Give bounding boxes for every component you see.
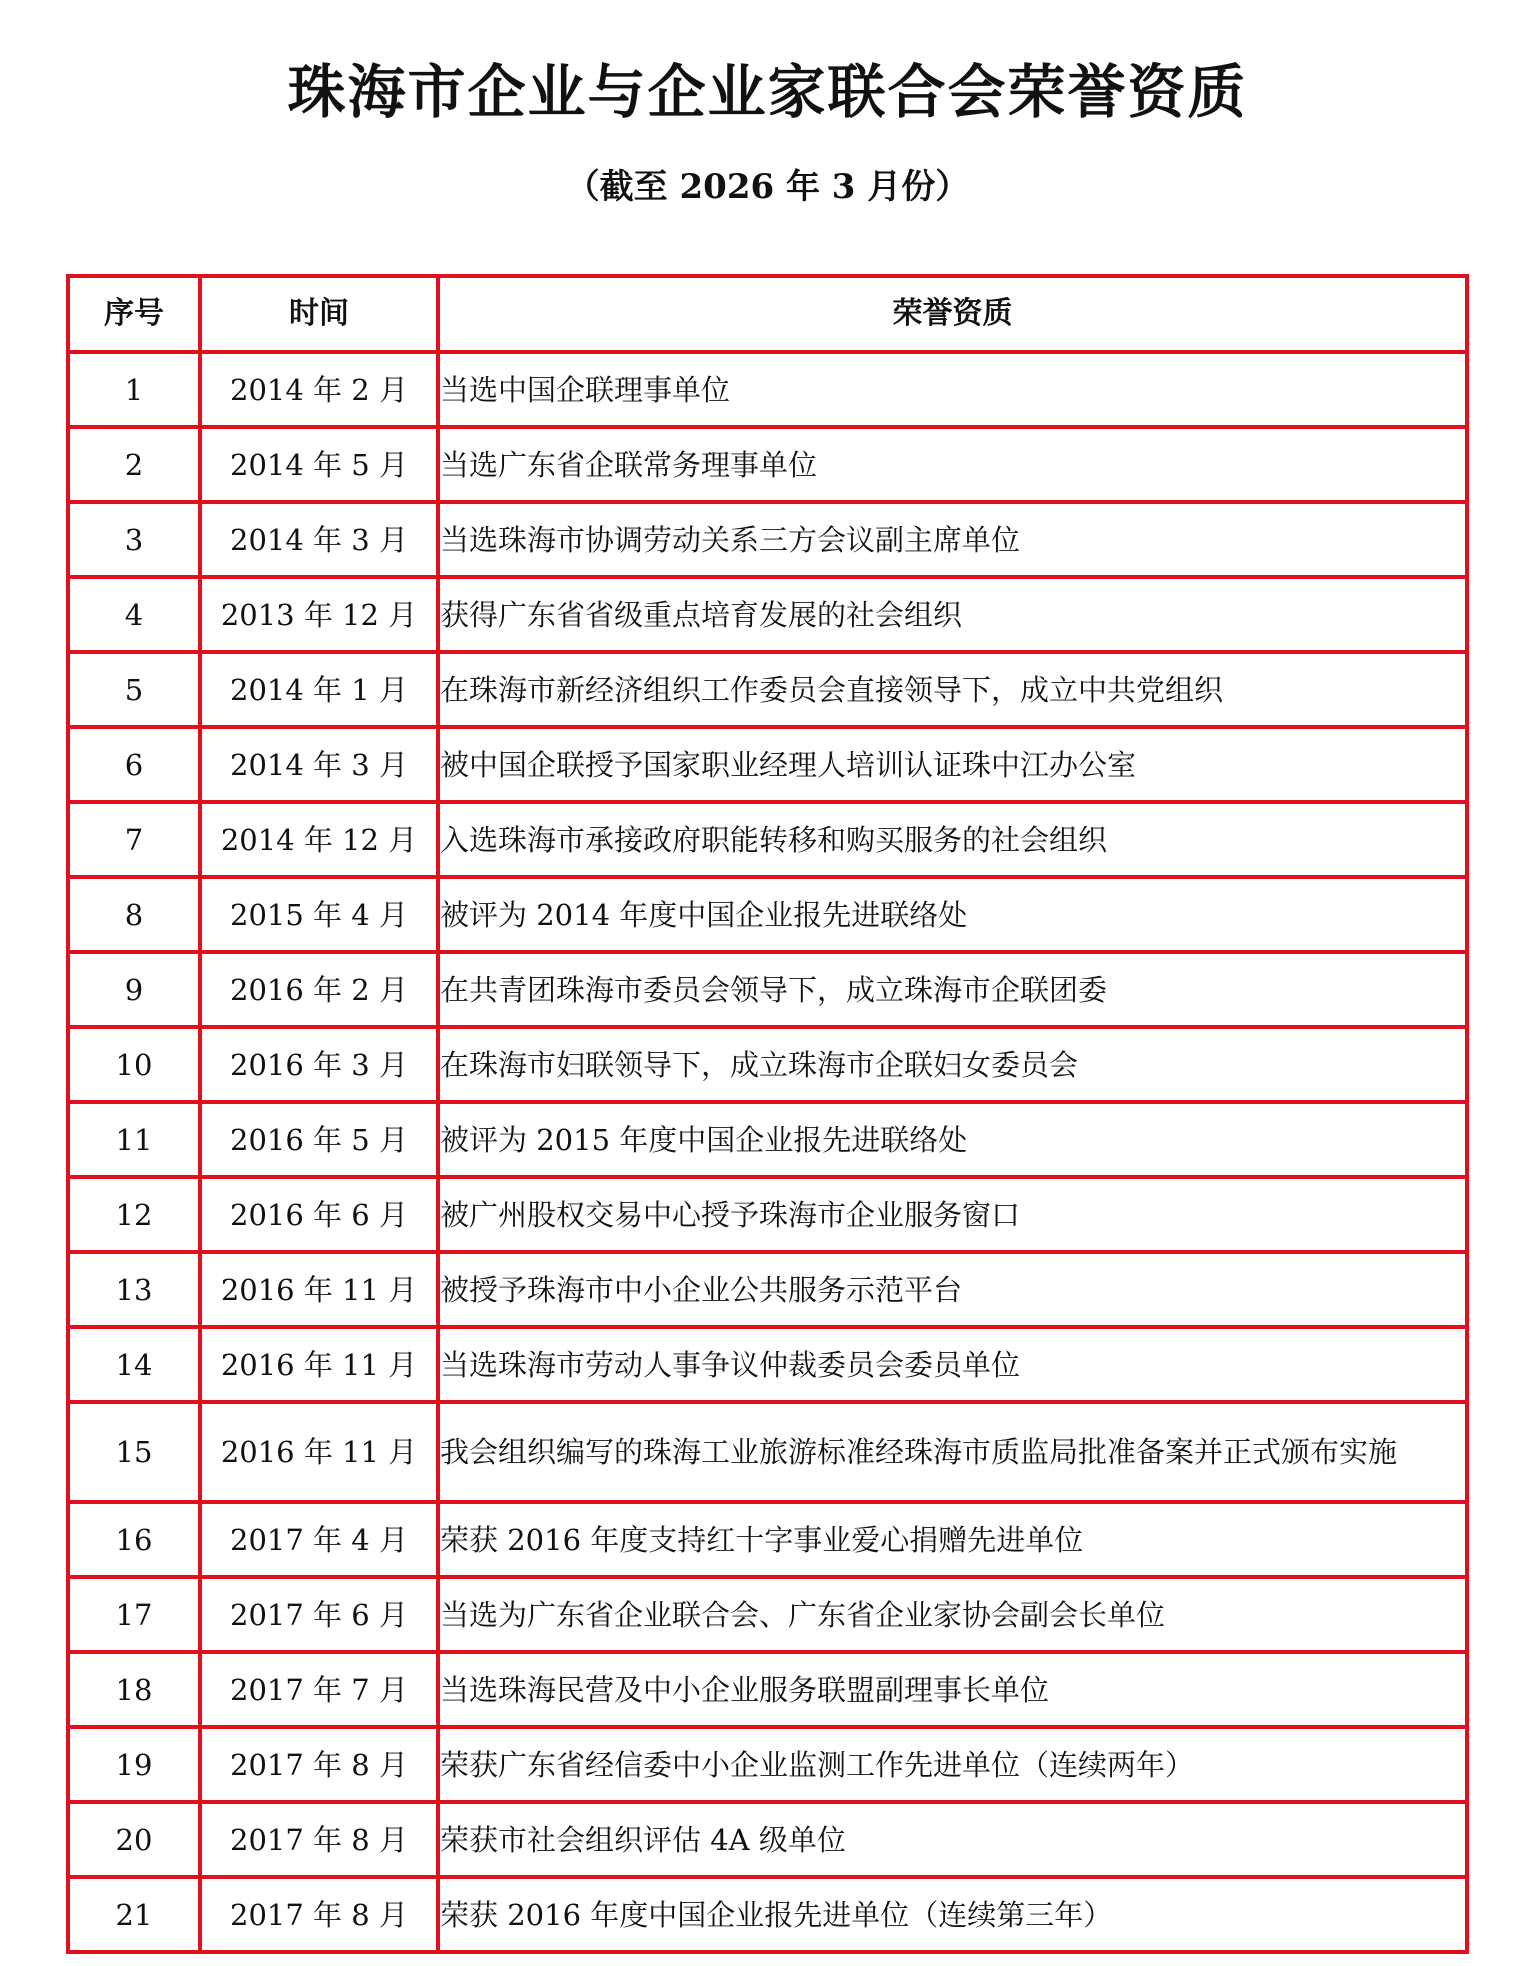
table-row: [70, 1254, 1465, 1329]
row-honor: 荣获 2016 年度中国企业报先进单位（连续第三年）: [440, 1879, 1465, 1954]
row-date: 2016 年 6 月: [202, 1179, 440, 1254]
table-row: [70, 504, 1465, 579]
row-number: 6: [70, 729, 202, 804]
table-row: [70, 1729, 1465, 1804]
row-number: 18: [70, 1654, 202, 1729]
table-row: [70, 1404, 1465, 1504]
row-number: 8: [70, 879, 202, 954]
row-number: 3: [70, 504, 202, 579]
row-number: 12: [70, 1179, 202, 1254]
table-row: [70, 1879, 1465, 1954]
row-date: 2014 年 3 月: [202, 504, 440, 579]
header-honor: 荣誉资质: [440, 278, 1465, 354]
table-row: [70, 1029, 1465, 1104]
row-date: 2017 年 6 月: [202, 1579, 440, 1654]
row-date: 2016 年 11 月: [202, 1404, 440, 1504]
row-honor: 当选为广东省企业联合会、广东省企业家协会副会长单位: [440, 1579, 1465, 1654]
table-row: [70, 654, 1465, 729]
table-row: [70, 1579, 1465, 1654]
row-honor: 获得广东省省级重点培育发展的社会组织: [440, 579, 1465, 654]
row-honor: 我会组织编写的珠海工业旅游标准经珠海市质监局批准备案并正式颁布实施: [440, 1404, 1465, 1504]
row-honor: 在共青团珠海市委员会领导下，成立珠海市企联团委: [440, 954, 1465, 1029]
page-title: 珠海市企业与企业家联合会荣誉资质: [287, 58, 1248, 126]
row-date: 2017 年 8 月: [202, 1804, 440, 1879]
row-number: 7: [70, 804, 202, 879]
table-row: [70, 354, 1465, 429]
row-number: 5: [70, 654, 202, 729]
row-honor: 被中国企联授予国家职业经理人培训认证珠中江办公室: [440, 729, 1465, 804]
table-row: [70, 429, 1465, 504]
row-date: 2015 年 4 月: [202, 879, 440, 954]
row-date: 2017 年 7 月: [202, 1654, 440, 1729]
row-honor: 当选珠海市劳动人事争议仲裁委员会委员单位: [440, 1329, 1465, 1404]
row-date: 2014 年 12 月: [202, 804, 440, 879]
row-honor: 在珠海市妇联领导下，成立珠海市企联妇女委员会: [440, 1029, 1465, 1104]
page-subtitle: （截至 2026 年 3 月份）: [565, 167, 970, 207]
row-date: 2017 年 4 月: [202, 1504, 440, 1579]
header-no: 序号: [70, 278, 202, 354]
row-honor: 当选珠海民营及中小企业服务联盟副理事长单位: [440, 1654, 1465, 1729]
row-number: 2: [70, 429, 202, 504]
row-date: 2016 年 2 月: [202, 954, 440, 1029]
row-date: 2014 年 3 月: [202, 729, 440, 804]
row-number: 13: [70, 1254, 202, 1329]
row-honor: 荣获 2016 年度支持红十字事业爱心捐赠先进单位: [440, 1504, 1465, 1579]
table-header-row: [70, 278, 1465, 354]
row-date: 2016 年 11 月: [202, 1254, 440, 1329]
table-row: [70, 954, 1465, 1029]
table-row: [70, 1179, 1465, 1254]
table-row: [70, 579, 1465, 654]
row-number: 19: [70, 1729, 202, 1804]
table-row: [70, 879, 1465, 954]
header-date: 时间: [202, 278, 440, 354]
row-date: 2016 年 3 月: [202, 1029, 440, 1104]
row-honor: 当选中国企联理事单位: [440, 354, 1465, 429]
row-honor: 当选珠海市协调劳动关系三方会议副主席单位: [440, 504, 1465, 579]
row-number: 1: [70, 354, 202, 429]
row-number: 4: [70, 579, 202, 654]
table-row: [70, 1104, 1465, 1179]
row-date: 2017 年 8 月: [202, 1879, 440, 1954]
row-honor: 被评为 2015 年度中国企业报先进联络处: [440, 1104, 1465, 1179]
row-number: 20: [70, 1804, 202, 1879]
table-row: [70, 1329, 1465, 1404]
row-number: 14: [70, 1329, 202, 1404]
row-honor: 在珠海市新经济组织工作委员会直接领导下，成立中共党组织: [440, 654, 1465, 729]
row-number: 11: [70, 1104, 202, 1179]
row-honor: 被评为 2014 年度中国企业报先进联络处: [440, 879, 1465, 954]
honors-table: [66, 274, 1469, 1954]
row-number: 21: [70, 1879, 202, 1954]
row-date: 2013 年 12 月: [202, 579, 440, 654]
row-honor: 荣获广东省经信委中小企业监测工作先进单位（连续两年）: [440, 1729, 1465, 1804]
row-honor: 被授予珠海市中小企业公共服务示范平台: [440, 1254, 1465, 1329]
row-date: 2014 年 1 月: [202, 654, 440, 729]
row-number: 16: [70, 1504, 202, 1579]
row-date: 2014 年 5 月: [202, 429, 440, 504]
row-honor: 被广州股权交易中心授予珠海市企业服务窗口: [440, 1179, 1465, 1254]
row-date: 2014 年 2 月: [202, 354, 440, 429]
row-number: 9: [70, 954, 202, 1029]
row-honor: 荣获市社会组织评估 4A 级单位: [440, 1804, 1465, 1879]
table-row: [70, 1654, 1465, 1729]
row-date: 2016 年 5 月: [202, 1104, 440, 1179]
row-date: 2017 年 8 月: [202, 1729, 440, 1804]
table-row: [70, 804, 1465, 879]
table-row: [70, 1504, 1465, 1579]
table-row: [70, 1804, 1465, 1879]
row-date: 2016 年 11 月: [202, 1329, 440, 1404]
row-number: 10: [70, 1029, 202, 1104]
row-honor: 入选珠海市承接政府职能转移和购买服务的社会组织: [440, 804, 1465, 879]
table-body: [70, 354, 1465, 1954]
table-row: [70, 729, 1465, 804]
row-honor: 当选广东省企联常务理事单位: [440, 429, 1465, 504]
row-number: 17: [70, 1579, 202, 1654]
row-number: 15: [70, 1404, 202, 1504]
